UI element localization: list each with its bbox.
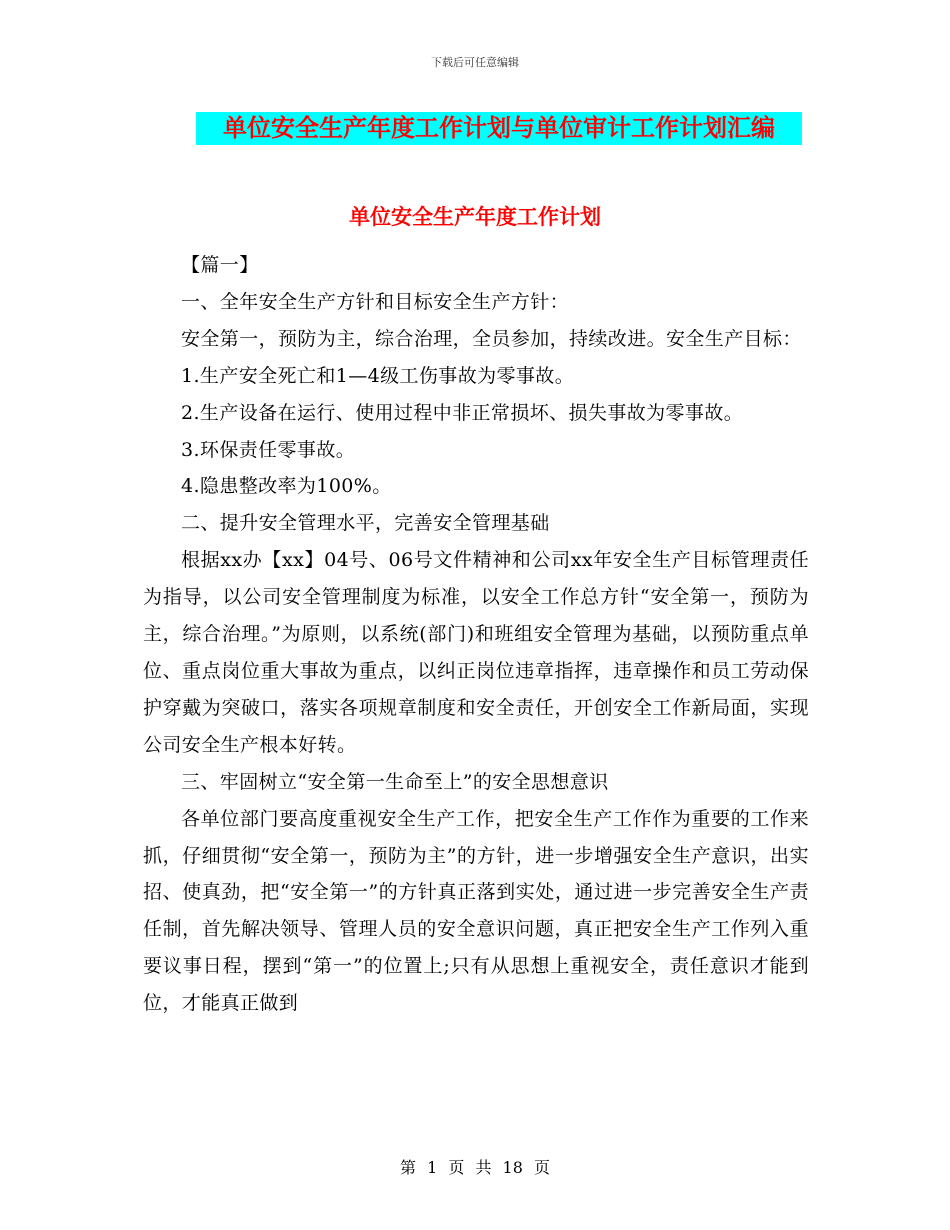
paragraph: 【篇一】 (181, 254, 259, 276)
document-body (143, 247, 809, 1022)
paragraph: 4.隐患整改率为100%。 (181, 475, 392, 498)
paragraph: 安全第一，预防为主，综合治理，全员参加，持续改进。安全生产目标： (181, 327, 802, 350)
paragraph: 根据xx办【xx】04号、06号文件精神和公司xx年安全生产目标管理责任为指导，以公司安全管理制度为标准，以安全工作总方针“安全第一，预防为主，综合治理。”为原则，以系统(部门)和班组安全管理为基础，以预防重点单位、重点岗位重大事故为重点，以纠正岗位违章指挥，违章操作和员工劳动保护穿戴为突破口，落实各项规章制度和安全责任，开创安全工作新局面，实现公司安全生产根本好转。 (143, 549, 809, 756)
main-title-highlight (196, 112, 802, 145)
paragraph: 二、提升安全管理水平，完善安全管理基础 (181, 512, 550, 535)
paragraph: 2.生产设备在运行、使用过程中非正常损坏、损失事故为零事故。 (181, 401, 744, 424)
paragraph: 各单位部门要高度重视安全生产工作，把安全生产工作作为重要的工作来抓，仔细贯彻“安全第一，预防为主”的方针，进一步增强安全生产意识，出实招、使真劲，把“安全第一”的方针真正落到实处，通过进一步完善安全生产责任制，首先解决领导、管理人员的安全意识问题，真正把安全生产工作列入重要议事日程，摆到“第一”的位置上;只有从思想上重视安全，责任意识才能到位，才能真正做到 (143, 807, 809, 1015)
paragraph: 一、全年安全生产方针和目标安全生产方针： (181, 290, 570, 313)
paragraph: 3.环保责任零事故。 (181, 438, 356, 461)
paragraph: 1.生产安全死亡和1—4级工伤事故为零事故。 (181, 364, 575, 387)
section-title: 单位安全生产年度工作计划 (349, 205, 601, 229)
paragraph: 三、牢固树立“安全第一生命至上”的安全思想意识 (181, 770, 609, 793)
main-title: 单位安全生产年度工作计划与单位审计工作计划汇编 (223, 114, 775, 142)
header-note: 下载后可任意编辑 (431, 56, 519, 69)
page-number-footer: 第 1 页 共 18 页 (400, 1158, 550, 1177)
